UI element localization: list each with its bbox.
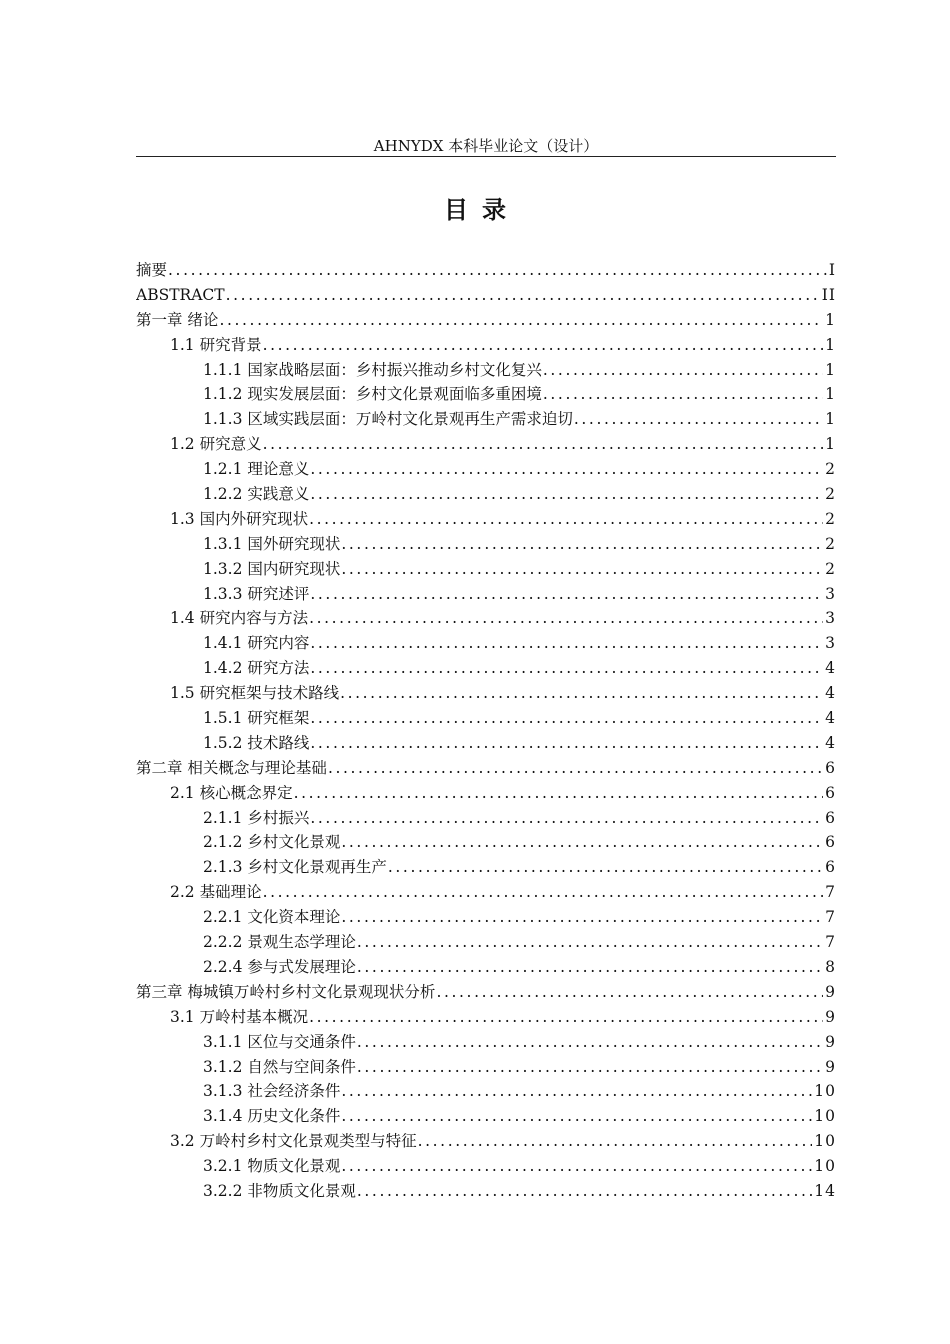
toc-leader-dots <box>310 806 823 831</box>
toc-entry[interactable] <box>136 358 836 383</box>
toc-leader-dots <box>341 557 823 582</box>
toc-leader-dots <box>263 432 824 457</box>
toc-entry-page-number: 3 <box>825 609 836 628</box>
toc-entry-title: 2.2.1 文化资本理论 <box>203 908 341 927</box>
toc-entry[interactable] <box>136 955 836 980</box>
toc-entry-page-number: 4 <box>825 659 836 678</box>
toc-entry-page-number: 1 <box>825 385 836 404</box>
toc-entry-title: 1.1 研究背景 <box>170 335 262 354</box>
toc-title: 目录 <box>444 196 520 224</box>
toc-entry-page-number: 3 <box>825 634 836 653</box>
toc-entry-page-number: 8 <box>825 957 836 976</box>
table-of-contents <box>136 258 836 1204</box>
toc-leader-dots <box>543 358 823 383</box>
toc-entry-title: 2.1.2 乡村文化景观 <box>203 833 341 852</box>
toc-entry-page-number: 2 <box>825 534 836 553</box>
toc-entry-page-number: 4 <box>825 733 836 752</box>
toc-entry[interactable] <box>136 905 836 930</box>
toc-entry[interactable] <box>136 457 836 482</box>
toc-entry-page-number: 4 <box>825 709 836 728</box>
toc-entry-page-number: 4 <box>825 684 836 703</box>
toc-entry-title: 3.1 万岭村基本概况 <box>170 1007 309 1026</box>
toc-leader-dots <box>310 631 823 656</box>
toc-entry[interactable] <box>136 1179 836 1204</box>
toc-leader-dots <box>309 507 823 532</box>
toc-leader-dots <box>340 681 823 706</box>
toc-entry[interactable] <box>136 258 836 283</box>
toc-entry[interactable] <box>136 1154 836 1179</box>
toc-entry[interactable] <box>136 781 836 806</box>
toc-entry-page-number: 10 <box>814 1107 836 1126</box>
toc-entry[interactable] <box>136 606 836 631</box>
toc-entry-page-number: 6 <box>825 808 836 827</box>
toc-entry-title: ABSTRACT <box>136 285 225 304</box>
toc-entry-title: 1.3.1 国外研究现状 <box>203 534 341 553</box>
toc-entry-title: 1.5 研究框架与技术路线 <box>170 684 340 703</box>
toc-leader-dots <box>574 407 823 432</box>
toc-leader-dots <box>309 1005 823 1030</box>
toc-entry-title: 1.5.1 研究框架 <box>203 709 310 728</box>
toc-leader-dots <box>357 1179 812 1204</box>
toc-entry-page-number: 10 <box>814 1132 836 1151</box>
toc-entry-title: 1.3 国内外研究现状 <box>170 509 309 528</box>
toc-entry-title: 第二章 相关概念与理论基础 <box>136 758 327 777</box>
toc-entry-title: 1.5.2 技术路线 <box>203 733 310 752</box>
toc-entry-title: 2.2.2 景观生态学理论 <box>203 933 356 952</box>
toc-entry-title: 2.1.3 乡村文化景观再生产 <box>203 858 387 877</box>
toc-entry-page-number: 3 <box>825 584 836 603</box>
toc-entry-page-number: 9 <box>825 982 836 1001</box>
toc-entry-page-number: 7 <box>825 908 836 927</box>
toc-leader-dots <box>219 308 823 333</box>
toc-leader-dots <box>357 955 823 980</box>
toc-entry-title: 1.1.1 国家战略层面：乡村振兴推动乡村文化复兴 <box>203 360 542 379</box>
toc-entry-title: 2.2.4 参与式发展理论 <box>203 957 356 976</box>
toc-entry[interactable] <box>136 880 836 905</box>
toc-entry[interactable] <box>136 1079 836 1104</box>
toc-entry-page-number: 7 <box>825 883 836 902</box>
toc-leader-dots <box>168 258 827 283</box>
toc-entry[interactable] <box>136 382 836 407</box>
toc-entry[interactable] <box>136 1055 836 1080</box>
page-header <box>136 136 836 157</box>
toc-entry-title: 1.1.2 现实发展层面：乡村文化景观面临多重困境 <box>203 385 542 404</box>
toc-leader-dots <box>328 756 823 781</box>
toc-entry[interactable] <box>136 283 836 308</box>
toc-leader-dots <box>226 283 820 308</box>
toc-entry[interactable] <box>136 706 836 731</box>
toc-entry[interactable] <box>136 582 836 607</box>
toc-entry[interactable] <box>136 432 836 457</box>
toc-entry-title: 3.1.2 自然与空间条件 <box>203 1057 356 1076</box>
toc-entry-title: 1.2.1 理论意义 <box>203 460 310 479</box>
toc-leader-dots <box>310 706 823 731</box>
toc-entry-title: 1.1.3 区域实践层面：万岭村文化景观再生产需求迫切 <box>203 410 573 429</box>
toc-leader-dots <box>341 905 823 930</box>
toc-entry[interactable] <box>136 681 836 706</box>
toc-entry-title: 3.2.1 物质文化景观 <box>203 1157 341 1176</box>
toc-entry-title: 2.2 基础理论 <box>170 883 262 902</box>
toc-entry[interactable] <box>136 731 836 756</box>
toc-entry[interactable] <box>136 930 836 955</box>
toc-entry[interactable] <box>136 308 836 333</box>
toc-leader-dots <box>294 781 824 806</box>
toc-entry-page-number: 1 <box>825 435 836 454</box>
toc-entry-page-number: 10 <box>814 1082 836 1101</box>
toc-entry-title: 3.1.1 区位与交通条件 <box>203 1032 356 1051</box>
toc-entry[interactable] <box>136 407 836 432</box>
toc-entry[interactable] <box>136 756 836 781</box>
toc-leader-dots <box>310 482 823 507</box>
toc-entry-page-number: 2 <box>825 559 836 578</box>
toc-leader-dots <box>543 382 823 407</box>
toc-entry-page-number: 6 <box>825 833 836 852</box>
page-header-text: AHNYDX 本科毕业论文（设计） <box>373 137 599 155</box>
toc-entry-title: 摘要 <box>136 261 168 279</box>
toc-leader-dots <box>436 980 823 1005</box>
toc-entry-page-number: 10 <box>814 1157 836 1176</box>
toc-leader-dots <box>310 656 823 681</box>
toc-entry-title: 1.2 研究意义 <box>170 435 262 454</box>
toc-entry-page-number: 1 <box>825 310 836 329</box>
toc-entry-page-number: 2 <box>825 485 836 504</box>
toc-entry[interactable] <box>136 482 836 507</box>
toc-entry-title: 第一章 绪论 <box>136 310 219 329</box>
toc-leader-dots <box>388 855 823 880</box>
toc-leader-dots <box>263 333 824 358</box>
toc-entry[interactable] <box>136 333 836 358</box>
toc-entry[interactable] <box>136 1005 836 1030</box>
toc-entry[interactable] <box>136 507 836 532</box>
toc-entry-page-number: 14 <box>814 1181 836 1200</box>
toc-entry-page-number: 2 <box>825 509 836 528</box>
toc-leader-dots <box>357 930 823 955</box>
toc-entry-page-number: 6 <box>825 858 836 877</box>
toc-entry-page-number: I <box>828 261 836 279</box>
toc-entry[interactable] <box>136 532 836 557</box>
toc-entry[interactable] <box>136 656 836 681</box>
toc-entry[interactable] <box>136 631 836 656</box>
toc-leader-dots <box>341 1104 812 1129</box>
toc-leader-dots <box>310 457 823 482</box>
toc-entry-page-number: 1 <box>825 410 836 429</box>
toc-entry-page-number: 9 <box>825 1057 836 1076</box>
toc-entry-title: 1.4.2 研究方法 <box>203 659 310 678</box>
toc-entry-page-number: 1 <box>825 335 836 354</box>
toc-entry-page-number: 1 <box>825 360 836 379</box>
toc-leader-dots <box>341 532 823 557</box>
toc-leader-dots <box>263 880 824 905</box>
toc-entry-title: 3.1.3 社会经济条件 <box>203 1082 341 1101</box>
toc-leader-dots <box>357 1030 823 1055</box>
toc-entry-page-number: 6 <box>825 783 836 802</box>
toc-entry[interactable] <box>136 806 836 831</box>
toc-entry-page-number: 6 <box>825 758 836 777</box>
toc-entry[interactable] <box>136 1129 836 1154</box>
toc-entry-page-number: II <box>821 285 836 304</box>
toc-leader-dots <box>357 1055 823 1080</box>
toc-leader-dots <box>418 1129 813 1154</box>
toc-entry[interactable] <box>136 830 836 855</box>
toc-entry-title: 第三章 梅城镇万岭村乡村文化景观现状分析 <box>136 982 436 1001</box>
toc-leader-dots <box>341 1079 812 1104</box>
toc-entry[interactable] <box>136 980 836 1005</box>
toc-entry-page-number: 2 <box>825 460 836 479</box>
toc-entry-page-number: 9 <box>825 1007 836 1026</box>
toc-leader-dots <box>309 606 823 631</box>
toc-entry[interactable] <box>136 1030 836 1055</box>
toc-leader-dots <box>310 582 823 607</box>
toc-entry-title: 2.1.1 乡村振兴 <box>203 808 310 827</box>
toc-entry[interactable] <box>136 855 836 880</box>
toc-entry-title: 1.2.2 实践意义 <box>203 485 310 504</box>
toc-entry-title: 1.4.1 研究内容 <box>203 634 310 653</box>
toc-entry-title: 1.4 研究内容与方法 <box>170 609 309 628</box>
toc-leader-dots <box>341 1154 812 1179</box>
toc-entry-title: 3.2.2 非物质文化景观 <box>203 1181 356 1200</box>
toc-leader-dots <box>310 731 823 756</box>
toc-entry-title: 2.1 核心概念界定 <box>170 783 293 802</box>
toc-entry[interactable] <box>136 1104 836 1129</box>
toc-entry-title: 3.2 万岭村乡村文化景观类型与特征 <box>170 1132 417 1151</box>
toc-entry-page-number: 7 <box>825 933 836 952</box>
toc-entry-title: 3.1.4 历史文化条件 <box>203 1107 341 1126</box>
toc-leader-dots <box>341 830 823 855</box>
toc-entry-page-number: 9 <box>825 1032 836 1051</box>
toc-entry[interactable] <box>136 557 836 582</box>
toc-entry-title: 1.3.2 国内研究现状 <box>203 559 341 578</box>
toc-entry-title: 1.3.3 研究述评 <box>203 584 310 603</box>
